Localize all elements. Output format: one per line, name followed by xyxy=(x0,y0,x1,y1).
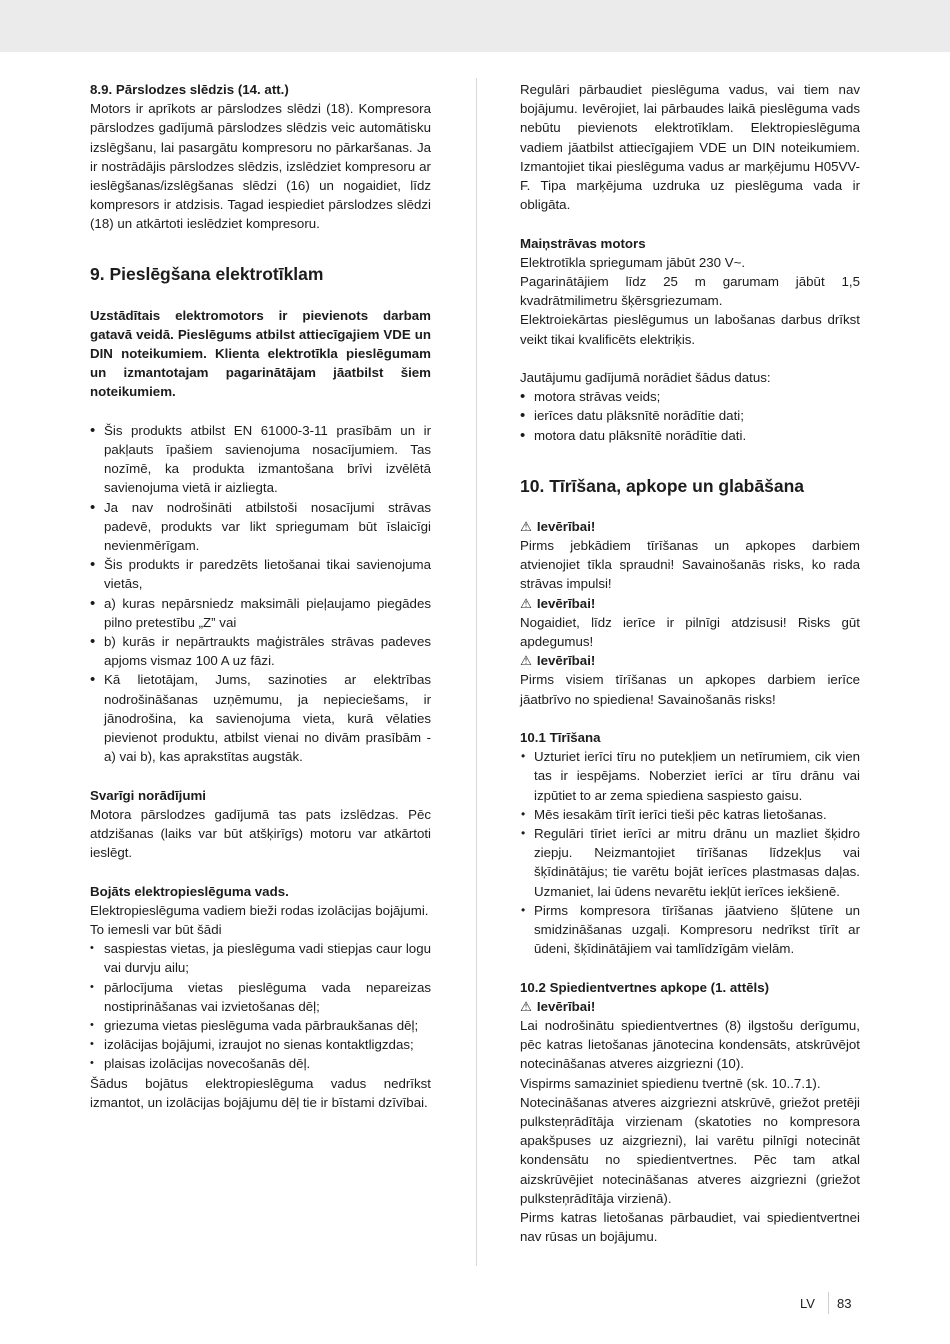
questions-intro: Jautājumu gadījumā norādiet šādus datus: xyxy=(520,370,771,386)
warning-icon: ⚠ xyxy=(520,518,532,534)
section-10-2-title: 10.2 Spiedientvertnes apkope (1. attēls) xyxy=(520,979,770,995)
warning-label: Ievērībai! xyxy=(536,595,596,611)
column-divider xyxy=(476,78,477,1266)
warning-heading xyxy=(520,594,860,613)
top-bar xyxy=(0,0,950,52)
section-10-heading: 10. Tīrīšana, apkope un glabāšana xyxy=(520,475,804,496)
warning-body: Nogaidiet, līdz ierīce ir pilnīgi atdzisusi! Risks gūt apdegumus! xyxy=(520,614,860,650)
warning-body: Pirms visiem tīrīšanas un apkopes darbiem ierīce jāatbrīvo no spiediena! Savainošanās risks! xyxy=(520,672,860,707)
list-item: • izolācijas bojājumi, izraujot no sienas kontaktligzdas; xyxy=(90,1035,431,1054)
ac-motor-line: Pagarinātājiem līdz 25 m garumam jābūt 1,5 kvadrātmilimetru šķērsgriezumam. xyxy=(520,274,860,309)
list-item: • Kā lietotājam, Jums, sazinoties ar elektrības nodrošināšanas uzņēmumu, ja nepieciešams, ir jānodrošina, ka savienojuma vieta, kurā vēlaties pievienot produktu, atbilst vienai no divām prasībām - a) vai b), kas aprakstītas augstāk. xyxy=(90,670,431,766)
language-code: LV xyxy=(800,1296,815,1311)
important-body: Motora pārslodzes gadījumā tas pats izslēdzas. Pēc atdzišanas (laiks var būt atšķirīgs) motoru var atkārtoti ieslēgt. xyxy=(90,806,431,861)
list-item: • plaisas izolācijas novecošanās dēļ. xyxy=(90,1054,431,1073)
list-item: • saspiestas vietas, ja pieslēguma vadi stiepjas caur logu vai durvju ailu; xyxy=(90,939,431,977)
warning-heading xyxy=(520,517,860,536)
list-item: • Ja nav nodrošināti atbilstoši nosacījumi strāvas padevē, produkts var likt spriegumam būt īslaicīgi nevienmērīgam. xyxy=(90,498,431,556)
cleaning-list xyxy=(520,747,860,958)
warning-label: Ievērībai! xyxy=(536,998,596,1014)
ac-motor-line: Elektrotīkla spriegumam jābūt 230 V~. xyxy=(520,254,746,270)
list-item: • Šis produkts atbilst EN 61000-3-11 prasībām un ir pakļauts īpašiem savienojuma nosacījumiem. Tas nozīmē, ka produkta izmantošana brīvi izvēlētā savienojuma vietā ir aizliegta. xyxy=(90,421,431,498)
questions-list xyxy=(520,387,860,445)
important-title: Svarīgi norādījumi xyxy=(90,787,207,803)
section-8-9-body: Motors ir aprīkots ar pārslodzes slēdzi (18). Kompresora pārslodzes gadījumā pārslodzes slēdzis veic automātisku izslēgšanu, lai pasargātu kompresoru no pārkaršanas. Ja ir nostrādājis pārslodzes slēdzis, izslēdziet kompresoru ar ieslēgšanas/izslēgšanas slēdzi (16) un nogaidiet, līdz kompresors ir atdzisis. Tagad iespiediet pārslodzes slēdzi (18) un atkārtoti ieslēdziet kompresoru. xyxy=(90,101,431,232)
section-10-2-body: Notecināšanas atveres aizgriezni atskrūvē, griežot pretēji pulksteņrādītāja virzienam (skatoties no kompresora apakšpuses uz aizgriezni), lai varētu pilnīgi notecināt kondensātu no spiedientvertnes. Pēc tam atkal aizskrūvējiet notecināšanas atveres aizgriezni (griežot pulksteņrādītāja virzienā). xyxy=(520,1094,860,1206)
warning-label: Ievērībai! xyxy=(536,518,596,534)
section-9-heading: 9. Pieslēgšana elektrotīklam xyxy=(90,264,324,285)
list-item: • motora datu plāksnītē norādītie dati. xyxy=(520,426,860,445)
section-10-2-body: Lai nodrošinātu spiedientvertnes (8) ilgstošu derīgumu, pēc katras lietošanas jānotecina kondensāts, atskrūvējot notecināšanas atveres aizgriezni (10). xyxy=(520,1018,860,1072)
list-item: • motora strāvas veids; xyxy=(520,387,860,406)
section-10-2-body: Pirms katras lietošanas pārbaudiet, vai spiedientvertnei nav rūsas un bojājumu. xyxy=(520,1210,860,1245)
warning-icon: ⚠ xyxy=(520,653,532,669)
warning-icon: ⚠ xyxy=(520,595,532,611)
right-column xyxy=(520,80,860,1246)
list-item: • a) kuras nepārsniedz maksimāli pieļaujamo piegādes pilno pretestību „Z” vai xyxy=(90,594,431,632)
section-9-list xyxy=(90,421,431,767)
left-column xyxy=(90,80,431,1112)
list-item: • Pirms kompresora tīrīšanas jāatvieno šļūtene un smidzināšanas uzgaļi. Kompresoru nedrīkst tīrīt ar ūdeni, šķīdinātājiem vai tamlīdzīgām vielām. xyxy=(520,901,860,959)
list-item: • b) kurās ir nepārtraukts maģistrāles strāvas padeves apjoms vismaz 100 A uz fāzi. xyxy=(90,632,431,670)
damaged-cable-outro: Šādus bojātus elektropieslēguma vadus nedrīkst izmantot, un izolācijas bojājumu dēļ tie ir bīstami dzīvībai. xyxy=(90,1075,431,1110)
section-10-1-title: 10.1 Tīrīšana xyxy=(520,730,601,746)
damaged-reasons-list xyxy=(90,939,431,1073)
list-item: • pārlocījuma vietas pieslēguma vada nepareizas nostiprināšanas vai izvietošanas dēļ; xyxy=(90,978,431,1016)
damaged-reasons-intro: To iemesli var būt šādi xyxy=(90,922,222,938)
page-number: 83 xyxy=(837,1296,852,1311)
cable-check-body: Regulāri pārbaudiet pieslēguma vadus, vai tiem nav bojājumu. Ievērojiet, lai pārbaudes laikā pieslēguma vads nebūtu pievienots elektrotīklam. Elektropieslēguma vadiem jāatbilst attiecīgajiem VDE un DIN noteikumiem. Izmantojiet tikai pieslēguma vadus ar marķējumu H05VV-F. Tipa marķējuma uzdruka uz pieslēguma vada ir obligāta. xyxy=(520,82,860,213)
footer-divider xyxy=(828,1292,829,1314)
list-item: • Mēs iesakām tīrīt ierīci tieši pēc katras lietošanas. xyxy=(520,805,860,824)
warning-heading xyxy=(520,997,860,1016)
warning-icon: ⚠ xyxy=(520,998,532,1014)
list-item: • Uzturiet ierīci tīru no putekļiem un netīrumiem, cik vien tas ir iespējams. Noberziet ierīci ar tīru drānu vai izpūtiet to ar zema spiediena saspiesto gaisu. xyxy=(520,747,860,805)
damaged-cable-title: Bojāts elektropieslēguma vads. xyxy=(90,883,289,899)
section-8-9-title: 8.9. Pārslodzes slēdzis (14. att.) xyxy=(90,82,289,97)
list-item: • griezuma vietas pieslēguma vada pārbraukšanas dēļ; xyxy=(90,1016,431,1035)
damaged-cable-body: Elektropieslēguma vadiem bieži rodas izolācijas bojājumi. xyxy=(90,902,429,918)
list-item: • ierīces datu plāksnītē norādītie dati; xyxy=(520,406,860,425)
section-10-2-body: Vispirms samaziniet spiedienu tvertnē (sk. 10..7.1). xyxy=(520,1075,821,1091)
list-item: • Šis produkts ir paredzēts lietošanai tikai savienojuma vietās, xyxy=(90,555,431,593)
warning-heading xyxy=(520,651,860,670)
warning-body: Pirms jebkādiem tīrīšanas un apkopes darbiem atvienojiet tīkla spraudni! Savainošanās risks, ko rada strāvas impulsi! xyxy=(520,538,860,592)
warning-label: Ievērībai! xyxy=(536,653,596,669)
list-item: • Regulāri tīriet ierīci ar mitru drānu un mazliet šķidro ziepju. Neizmantojiet tīrīšanas līdzekļus vai šķīdinātājus; tie varētu bojāt ierīces plastmasas daļas. Uzmaniet, lai ūdens nevarētu iekļūt ierīces iekšienē. xyxy=(520,824,860,901)
section-9-intro: Uzstādītais elektromotors ir pievienots darbam gatavā veidā. Pieslēgums atbilst attiecīgajiem VDE un DIN noteikumiem. Klienta elektrotīkla pieslēgumam un izmantotajam pagarinātājam jāatbilst šiem noteikumiem. xyxy=(90,307,431,400)
ac-motor-title: Maiņstrāvas motors xyxy=(520,235,646,251)
page-footer xyxy=(790,1294,860,1314)
ac-motor-line: Elektroiekārtas pieslēgumus un labošanas darbus drīkst veikt tikai kvalificēts elektriķis. xyxy=(520,312,860,347)
